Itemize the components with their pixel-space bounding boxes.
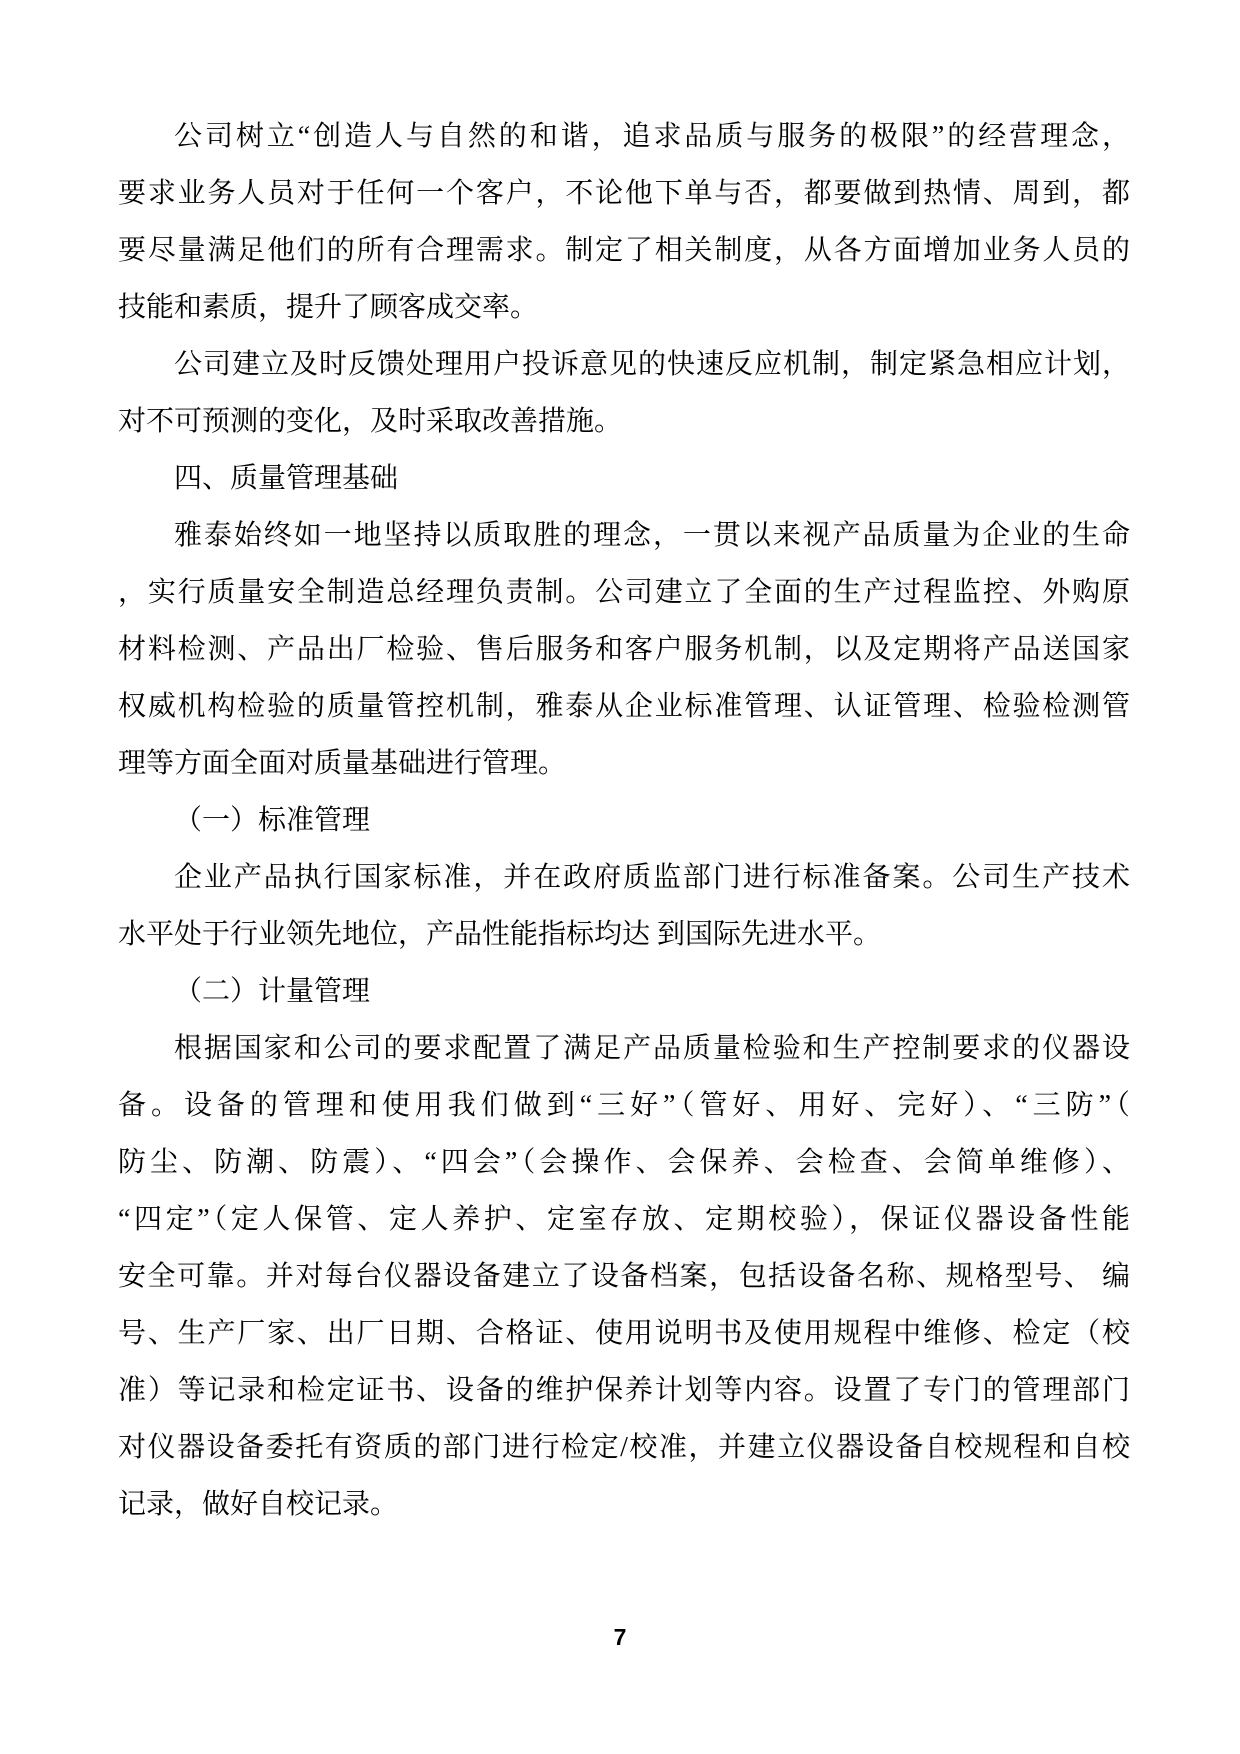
paragraph-line: 防尘、防潮、防震）、“四会”（会操作、会保养、会检查、会简单维修）、 [118,1147,1130,1178]
paragraph-line: 对不可预测的变化，及时采取改善措施。 [118,406,623,437]
paragraph-line: 备。设备的管理和使用我们做到“三好”（管好、用好、完好）、“三防”（ [118,1090,1130,1121]
text-block [118,108,1130,1533]
paragraph-line: 安全可靠。并对每台仪器设备建立了设备档案，包括设备名称、规格型号、 编 [118,1261,1130,1292]
paragraph-line: 权威机构检验的质量管控机制，雅泰从企业标准管理、认证管理、检验检测管 [118,691,1130,722]
page-number: 7 [613,1624,627,1650]
paragraph-line: 对仪器设备委托有资质的部门进行检定/校准，并建立仪器设备自校规程和自校 [118,1432,1130,1463]
paragraph-line: 号、生产厂家、出厂日期、合格证、使用说明书及使用规程中维修、检定（校 [118,1318,1130,1349]
paragraph-line: 水平处于行业领先地位，产品性能指标均达 到国际先进水平。 [118,919,882,950]
paragraph-line: 公司建立及时反馈处理用户投诉意见的快速反应机制，制定紧急相应计划， [174,349,1130,380]
paragraph-line: 企业产品执行国家标准，并在政府质监部门进行标准备案。公司生产技术 [174,862,1130,893]
paragraph-line: 材料检测、产品出厂检验、售后服务和客户服务机制，以及定期将产品送国家 [118,634,1130,665]
paragraph-line: 准）等记录和检定证书、设备的维护保养计划等内容。设置了专门的管理部门 [118,1375,1130,1406]
paragraph-line: 根据国家和公司的要求配置了满足产品质量检验和生产控制要求的仪器设 [174,1033,1130,1064]
paragraph-line: 记录，做好自校记录。 [118,1489,399,1520]
section-heading: 四、质量管理基础 [174,463,399,494]
paragraph-line: 公司树立“创造人与自然的和谐，追求品质与服务的极限”的经营理念， [174,121,1130,152]
paragraph-line: 要尽量满足他们的所有合理需求。制定了相关制度，从各方面增加业务人员的 [118,235,1130,266]
paragraph-line: 要求业务人员对于任何一个客户，不论他下单与否，都要做到热情、周到，都 [118,178,1130,209]
paragraph-line: 技能和素质，提升了顾客成交率。 [118,292,539,323]
section-heading: （二）计量管理 [174,976,371,1007]
paragraph-line: 雅泰始终如一地坚持以质取胜的理念，一贯以来视产品质量为企业的生命 [174,520,1130,551]
paragraph-line: ，实行质量安全制造总经理负责制。公司建立了全面的生产过程监控、外购原 [118,577,1130,608]
paragraph-line: 理等方面全面对质量基础进行管理。 [118,748,567,779]
paragraph-line: “四定”（定人保管、定人养护、定室存放、定期校验），保证仪器设备性能 [118,1204,1130,1235]
section-heading: （一）标准管理 [174,805,371,836]
